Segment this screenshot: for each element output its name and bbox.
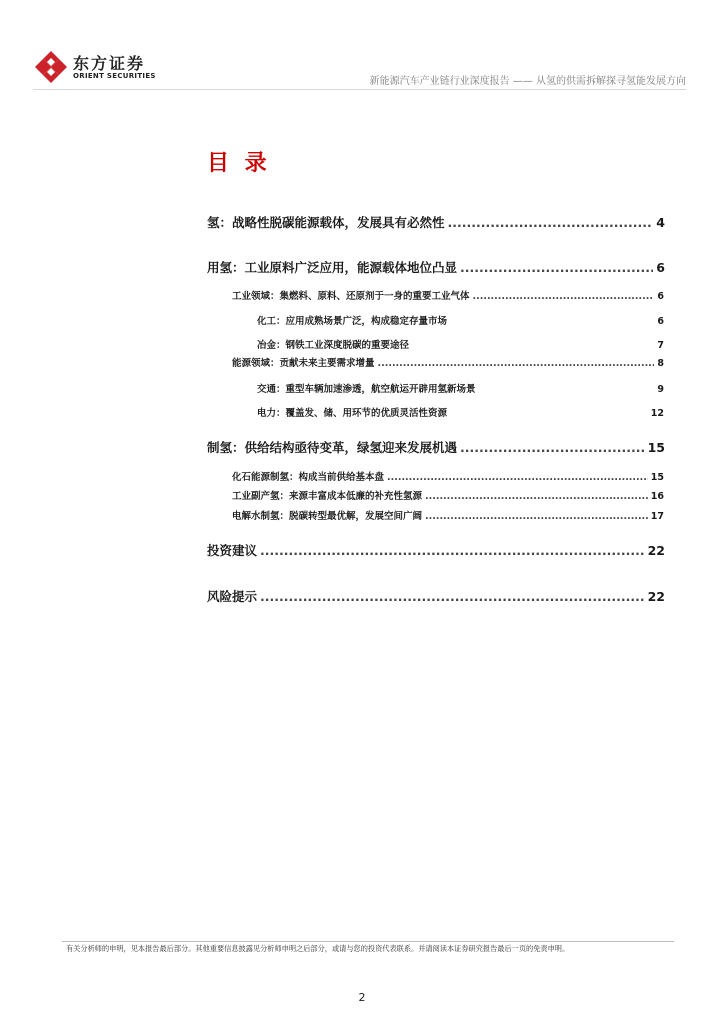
toc-entry-page: 15 <box>650 472 664 483</box>
toc-entry-page: 4 <box>656 215 665 230</box>
toc-entry[interactable] <box>232 469 664 483</box>
toc-entry-title: 冶金：钢铁工业深度脱碳的重要途径 <box>257 340 410 351</box>
logo-english-name: ORIENT SECURITIES <box>73 72 156 80</box>
toc-entry[interactable] <box>257 381 664 395</box>
page-number: 2 <box>358 991 366 1004</box>
orient-logo-icon <box>33 49 69 85</box>
company-logo <box>33 49 163 89</box>
toc-entry-title: 氢：战略性脱碳能源载体，发展具有必然性 <box>207 215 445 230</box>
toc-leader-dots <box>448 215 654 230</box>
toc-entry[interactable] <box>232 355 664 369</box>
toc-entry-page: 22 <box>647 543 665 558</box>
toc-entry[interactable] <box>232 288 664 302</box>
toc-entry-title: 投资建议 <box>207 543 258 558</box>
footer-disclaimer: 有关分析师的申明，见本报告最后部分。其他重要信息披露见分析师申明之后部分，或请与您的投资代表联系。并请阅读本证券研究报告最后一页的免责申明。 <box>66 944 570 953</box>
toc-entry[interactable] <box>207 541 665 559</box>
toc-entry-title: 电力：覆盖发、储、用环节的优质灵活性资源 <box>257 408 448 419</box>
toc-entry-title: 工业副产氢：来源丰富成本低廉的补充性氢源 <box>232 491 423 502</box>
toc-leader-dots <box>425 491 648 502</box>
toc-entry-title: 工业领域：集燃料、原料、还原剂于一身的重要工业气体 <box>232 291 470 302</box>
toc-entry-page: 12 <box>650 408 664 419</box>
toc-leader-dots <box>425 511 648 522</box>
header-divider <box>33 89 686 90</box>
toc-entry-page: 6 <box>656 260 665 275</box>
toc-leader-dots <box>387 472 648 483</box>
logo-chinese-name: 东方证券 <box>73 54 146 73</box>
toc-entry-page: 15 <box>647 440 665 455</box>
toc-entry-page: 17 <box>650 511 664 522</box>
toc-entry[interactable] <box>257 405 664 419</box>
toc-entry-title: 交通：重型车辆加速渗透，航空航运开辟用氢新场景 <box>257 384 476 395</box>
toc-leader-dots <box>460 260 653 275</box>
footer-divider <box>62 941 674 942</box>
toc-leader-dots <box>378 358 655 369</box>
toc-entry-page: 6 <box>657 316 664 327</box>
toc-entry[interactable] <box>207 438 665 456</box>
toc-leader-dots <box>473 291 655 302</box>
toc-entry-page: 7 <box>657 340 664 351</box>
toc-entry-page: 6 <box>657 291 664 302</box>
report-title: 新能源汽车产业链行业深度报告 —— 从氢的供需拆解探寻氢能发展方向 <box>369 76 686 87</box>
toc-entry-title: 化工：应用成熟场景广泛，构成稳定存量市场 <box>257 316 448 327</box>
toc-entry-title: 能源领域：贡献未来主要需求增量 <box>232 358 375 369</box>
toc-entry[interactable] <box>207 587 665 605</box>
toc-entry[interactable] <box>207 213 665 231</box>
toc-entry-title: 化石能源制氢：构成当前供给基本盘 <box>232 472 385 483</box>
toc-entry-page: 8 <box>657 358 664 369</box>
toc-leader-dots <box>260 589 645 604</box>
toc-entry[interactable] <box>232 488 664 502</box>
toc-leader-dots <box>460 440 645 455</box>
toc-entry-title: 风险提示 <box>207 589 258 604</box>
toc-entry-title: 用氢：工业原料广泛应用，能源载体地位凸显 <box>207 260 458 275</box>
toc-entry[interactable] <box>257 337 664 351</box>
toc-entry-page: 22 <box>647 589 665 604</box>
toc-leader-dots <box>260 543 645 558</box>
toc-entry[interactable] <box>207 258 665 276</box>
toc-entry-title: 电解水制氢：脱碳转型最优解，发展空间广阔 <box>232 511 423 522</box>
toc-heading: 目 录 <box>207 151 271 176</box>
toc-entry[interactable] <box>232 508 664 522</box>
toc-entry[interactable] <box>257 313 664 327</box>
toc-entry-title: 制氢：供给结构亟待变革，绿氢迎来发展机遇 <box>207 440 458 455</box>
toc-entry-page: 9 <box>657 384 664 395</box>
toc-entry-page: 16 <box>650 491 664 502</box>
